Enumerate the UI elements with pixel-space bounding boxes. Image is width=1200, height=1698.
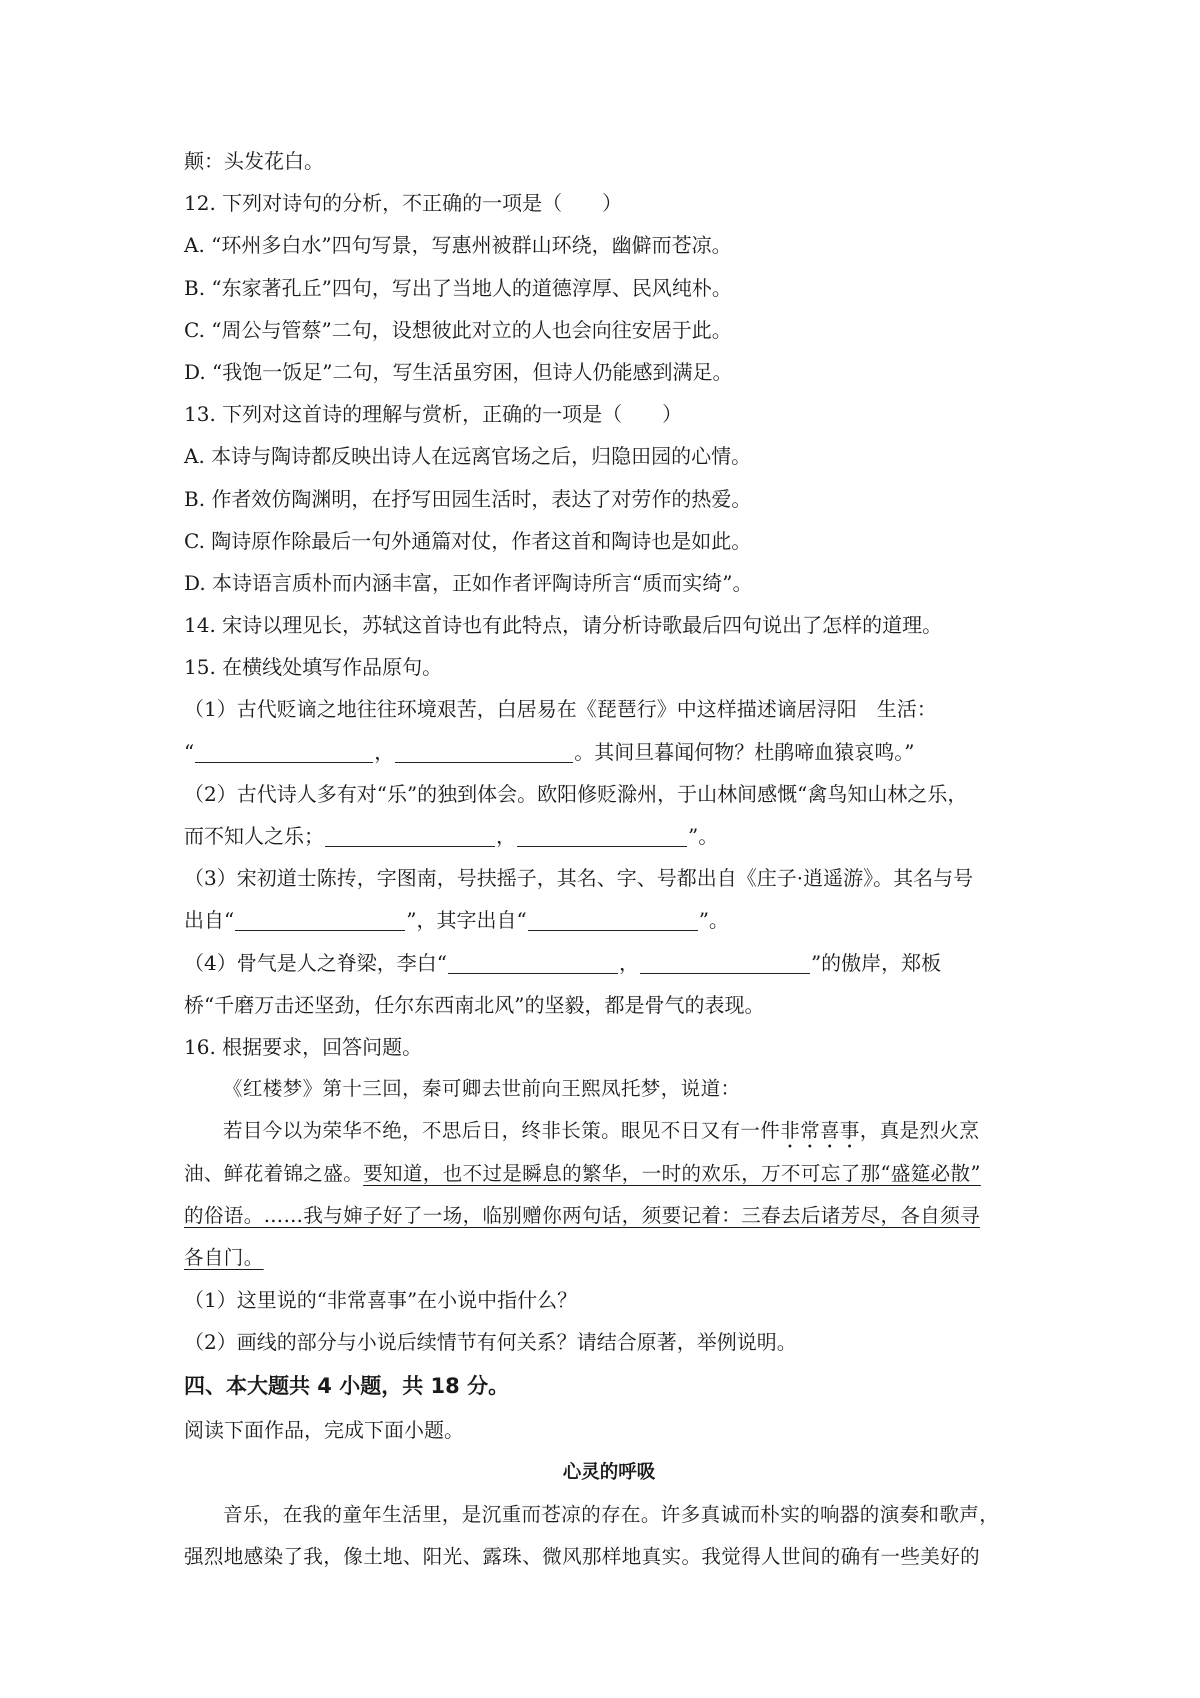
- q16-intro: [184, 1068, 1034, 1110]
- emphasized-phrase: 非常喜事: [780, 1119, 860, 1143]
- question-13-option-b[interactable]: [184, 478, 1034, 520]
- q16-excerpt-line1: [184, 1110, 1034, 1152]
- q15-part1-tail: 。其间旦暮闻何物？杜鹃啼血猿哀鸣。”: [574, 739, 915, 764]
- q15-part3-line2: [184, 899, 1034, 941]
- underlined-passage: 要知道，也不过是瞬息的繁华，一时的欢乐，万不可忘了那“盛筵必散”: [363, 1161, 981, 1185]
- q15-part2-text: （2）古代诗人多有对“乐”的独到体会。欧阳修贬滁州，于山林间感慨“禽鸟知山林之乐，: [184, 781, 968, 806]
- instruction-text: 阅读下面作品，完成下面小题。: [184, 1418, 464, 1443]
- section-4-instruction: [184, 1409, 1034, 1451]
- article-text: 强烈地感染了我，像土地、阳光、露珠、微风那样地真实。我觉得人世间的确有一些美好的: [184, 1545, 981, 1568]
- q15-part4-text: 桥“千磨万击还坚劲，任尔东西南北风”的坚毅，都是骨气的表现。: [184, 992, 765, 1017]
- article-text: 音乐，在我的童年生活里，是沉重而苍凉的存在。许多真诚而朴实的响器的演奏和歌声，: [223, 1502, 1000, 1526]
- question-12-option-c[interactable]: [184, 309, 1034, 351]
- q16-excerpt-line4: [184, 1237, 1034, 1279]
- question-12-option-b[interactable]: [184, 267, 1034, 309]
- question-13-option-c[interactable]: [184, 520, 1034, 562]
- q15-part2-lead: 而不知人之乐；: [184, 824, 324, 848]
- q16-excerpt-line3: [184, 1195, 1034, 1237]
- q15-part3-line1: [184, 857, 1034, 899]
- underlined-passage: 的俗语。……我与婶子好了一场，临别赠你两句话，须要记着：三春去后诸芳尽，各自须寻: [184, 1203, 981, 1227]
- question-13-stem: [184, 393, 1034, 435]
- underlined-passage: 各自门。: [184, 1245, 264, 1269]
- article-title: [184, 1452, 1034, 1494]
- sub-question-text: （1）这里说的“非常喜事”在小说中指什么？: [184, 1288, 578, 1313]
- answer-blank[interactable]: [235, 908, 405, 931]
- exam-page: [184, 140, 1034, 1578]
- option-text: D. “我饱一饭足”二句，写生活虽穷困，但诗人仍能感到满足。: [184, 359, 733, 384]
- article-title-text: 心灵的呼吸: [562, 1461, 656, 1483]
- q14-text: 14. 宋诗以理见长，苏轼这首诗也有此特点，请分析诗歌最后四句说出了怎样的道理。: [184, 613, 943, 638]
- article-paragraph-line1: [184, 1494, 1034, 1536]
- q15-part1-line1: [184, 688, 1034, 730]
- q15-part2-line1: [184, 773, 1034, 815]
- q12-text: 12. 下列对诗句的分析，不正确的一项是（ ）: [184, 191, 623, 216]
- question-16-stem: [184, 1026, 1034, 1068]
- quote-close: ”。: [688, 824, 719, 848]
- question-12-option-a[interactable]: [184, 224, 1034, 266]
- q15-part2-line2: [184, 815, 1034, 857]
- section-4-heading: [184, 1363, 1034, 1409]
- q15-text: 15. 在横线处填写作品原句。: [184, 655, 443, 680]
- quote-close: ”。: [698, 908, 729, 933]
- option-text: C. “周公与管蔡”二句，设想彼此对立的人也会向往安居于此。: [184, 317, 732, 342]
- q15-part4-tail: ”的傲岸，郑板: [810, 950, 942, 975]
- answer-blank[interactable]: [195, 740, 373, 763]
- answer-blank[interactable]: [395, 740, 573, 763]
- comma: ，: [618, 950, 639, 975]
- comma: ，: [496, 824, 516, 848]
- sub-question-text: （2）画线的部分与小说后续情节有何关系？请结合原著，举例说明。: [184, 1330, 797, 1355]
- answer-blank[interactable]: [640, 951, 810, 974]
- question-14: [184, 604, 1034, 646]
- article-paragraph-line2: [184, 1536, 1034, 1578]
- q16-sub-question-1: [184, 1279, 1034, 1321]
- q16-intro-text: 《红楼梦》第十三回，秦可卿去世前向王熙凤托梦，说道：: [223, 1077, 741, 1101]
- q15-part3-text: （3）宋初道士陈抟，字图南，号扶摇子，其名、字、号都出自《庄子·逍遥游》。其名与号: [184, 866, 974, 891]
- question-13-option-a[interactable]: [184, 435, 1034, 477]
- q16-text: 16. 根据要求，回答问题。: [184, 1034, 423, 1059]
- excerpt-text: ，真是烈火烹: [859, 1119, 980, 1143]
- question-15-stem: [184, 646, 1034, 688]
- excerpt-text: 油、鲜花着锦之盛。: [184, 1161, 364, 1185]
- excerpt-text: 若目今以为荣华不绝，不思后日，终非长策。眼见不日又有一件: [223, 1119, 781, 1143]
- answer-blank[interactable]: [448, 951, 618, 974]
- question-12-option-d[interactable]: [184, 351, 1034, 393]
- q15-part4-lead: （4）骨气是人之脊梁，李白“: [184, 950, 447, 975]
- section-title-text: 四、本大题共 4 小题，共 18 分。: [184, 1374, 510, 1399]
- question-13-option-d[interactable]: [184, 562, 1034, 604]
- question-12-stem: [184, 182, 1034, 224]
- answer-blank[interactable]: [528, 908, 698, 931]
- annotation-note: [184, 140, 1034, 182]
- q15-part1-text: （1）古代贬谪之地往往环境艰苦，白居易在《琵琶行》中这样描述谪居浔阳 生活：: [184, 697, 937, 722]
- comma: ，: [374, 739, 395, 764]
- q16-sub-question-2: [184, 1321, 1034, 1363]
- q15-part3-mid: ”，其字出自“: [406, 908, 527, 933]
- option-text: D. 本诗语言质朴而内涵丰富，正如作者评陶诗所言“质而实绮”。: [184, 570, 753, 595]
- option-text: A. “环州多白水”四句写景，写惠州被群山环绕，幽僻而苍凉。: [184, 233, 732, 258]
- answer-blank[interactable]: [325, 824, 495, 847]
- q15-part4-line2: [184, 984, 1034, 1026]
- q13-text: 13. 下列对这首诗的理解与赏析，正确的一项是（ ）: [184, 402, 683, 427]
- q15-part3-lead: 出自“: [184, 908, 235, 933]
- quote-open: “: [184, 739, 195, 764]
- option-text: B. “东家著孔丘”四句，写出了当地人的道德淳厚、民风纯朴。: [184, 275, 732, 300]
- answer-blank[interactable]: [517, 824, 687, 847]
- option-text: C. 陶诗原作除最后一句外通篇对仗，作者这首和陶诗也是如此。: [184, 528, 752, 553]
- q15-part1-line2: [184, 731, 1034, 773]
- option-text: B. 作者效仿陶渊明，在抒写田园生活时，表达了对劳作的热爱。: [184, 486, 752, 511]
- option-text: A. 本诗与陶诗都反映出诗人在远离官场之后，归隐田园的心情。: [184, 444, 752, 469]
- q15-part4-line1: [184, 942, 1034, 984]
- q16-excerpt-line2: [184, 1153, 1034, 1195]
- annotation-text: 颠：头发花白。: [184, 149, 324, 173]
